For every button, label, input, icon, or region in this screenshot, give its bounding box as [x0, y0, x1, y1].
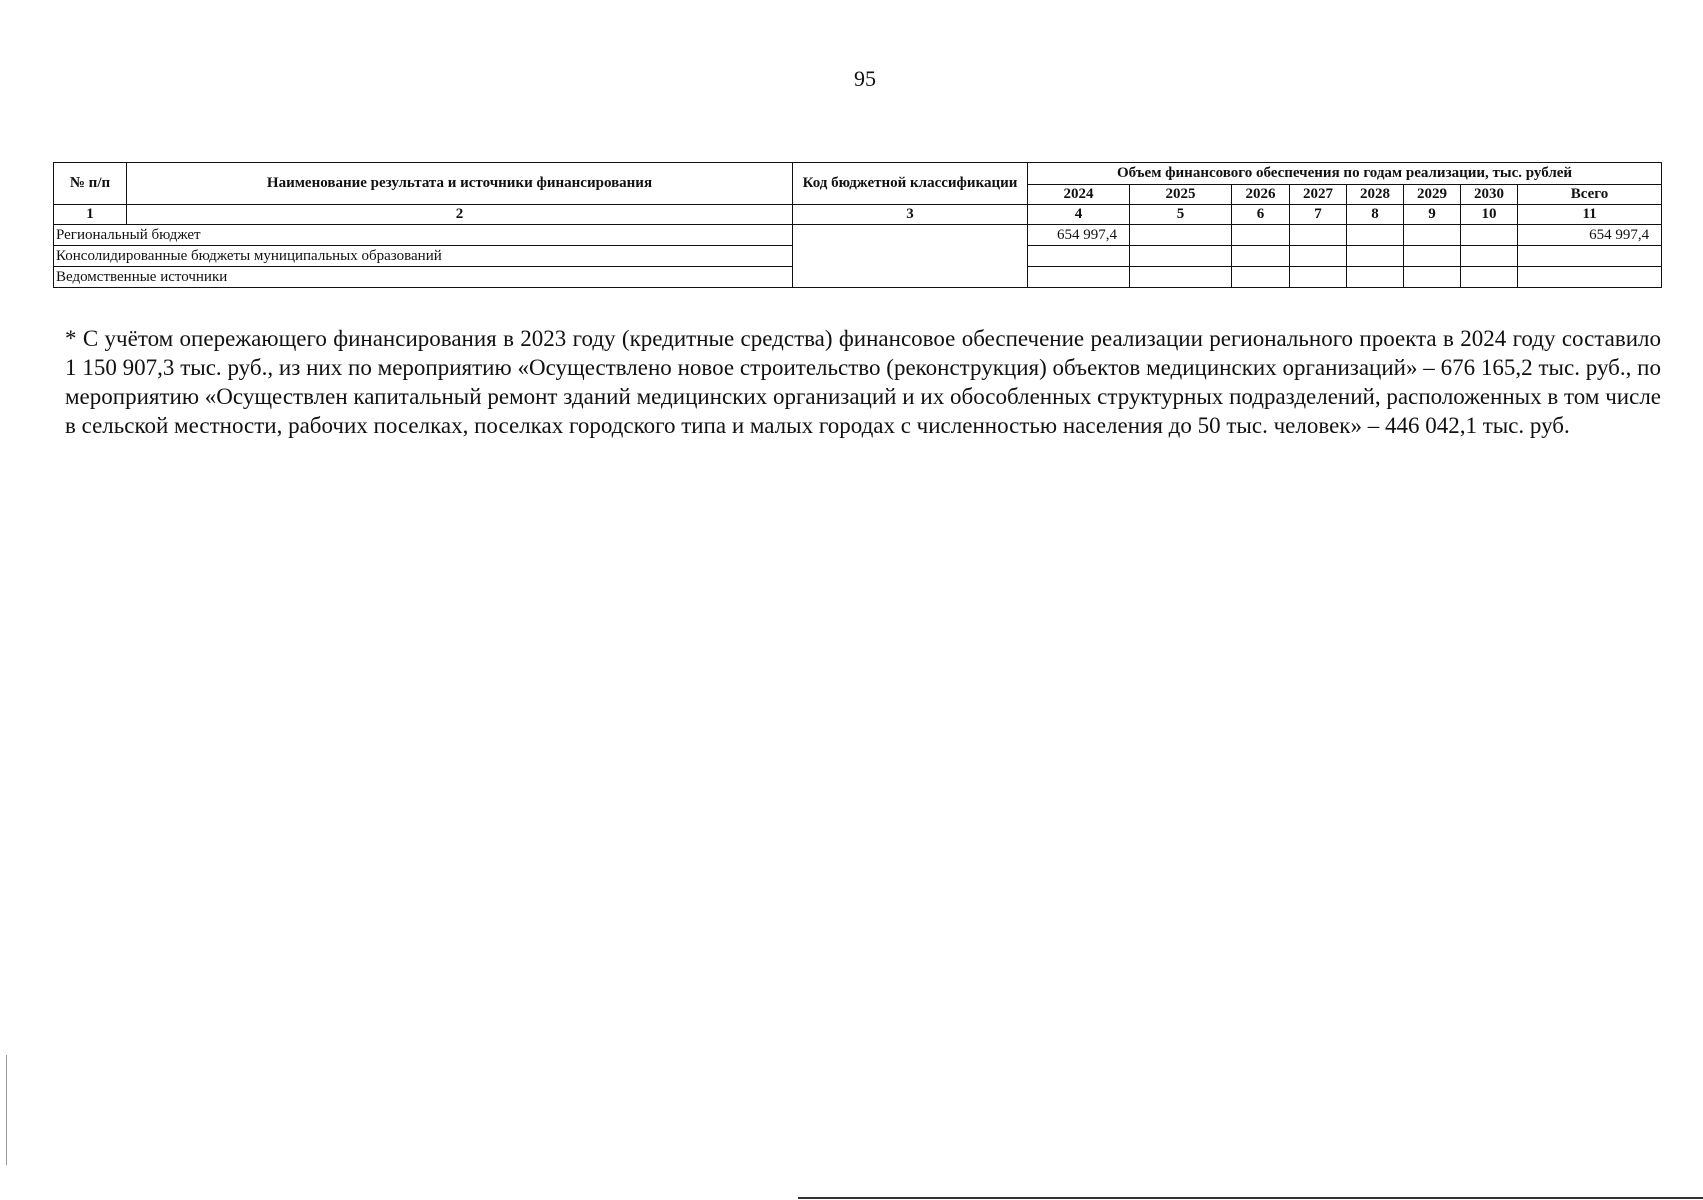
column-number: 6: [1232, 205, 1290, 225]
value-cell: [1518, 267, 1662, 288]
value-cell: [1232, 225, 1290, 246]
value-cell: [1347, 267, 1404, 288]
table-row: [54, 225, 1662, 246]
column-number: 9: [1404, 205, 1461, 225]
value-cell: [1028, 267, 1130, 288]
value-cell: [1232, 267, 1290, 288]
scan-margin-mark: [6, 1055, 7, 1165]
value-cell: 654 997,4: [1518, 225, 1662, 246]
column-number: 2: [127, 205, 793, 225]
footnote: * С учётом опережающего финансирования в 2023 году (кредитные средства) финансовое обеспечение реализации регионального проекта в 2024 году составило 1 150 907,3 тыс. руб., из них по мероприятию «Осуществлено новое строительство (реконструкция) объектов медицинских организаций» – 676 165,2 тыс. руб., по мероприятию «Осуществлен капитальный ремонт зданий медицинских организаций и их обособленных структурных подразделений, расположенных в том числе в сельской местности, рабочих поселках, поселках городского типа и малых городах с численностью населения до 50 тыс. человек» – 446 042,1 тыс. руб.: [65, 326, 1661, 438]
budget-code-cell: [793, 225, 1028, 288]
bottom-rule: [798, 1197, 1703, 1199]
column-number: 8: [1347, 205, 1404, 225]
header-number: № п/п: [54, 163, 127, 205]
value-cell: [1347, 246, 1404, 267]
header-year: 2028: [1347, 185, 1404, 205]
page-number: 95: [854, 66, 876, 91]
header-year: 2026: [1232, 185, 1290, 205]
column-number: 1: [54, 205, 127, 225]
value-cell: [1461, 225, 1518, 246]
value-cell: [1347, 225, 1404, 246]
column-number: 10: [1461, 205, 1518, 225]
table-header-row-1: [54, 163, 1662, 185]
row-label: Ведомственные источники: [54, 267, 793, 288]
header-year: 2024: [1028, 185, 1130, 205]
value-cell: [1130, 225, 1232, 246]
column-number: 7: [1290, 205, 1347, 225]
value-cell: [1232, 246, 1290, 267]
column-number-row: [54, 205, 1662, 225]
value-cell: [1518, 246, 1662, 267]
value-cell: [1290, 267, 1347, 288]
value-cell: [1028, 246, 1130, 267]
column-number: 4: [1028, 205, 1130, 225]
row-label: Региональный бюджет: [54, 225, 793, 246]
header-year: 2029: [1404, 185, 1461, 205]
header-name: Наименование результата и источники финансирования: [127, 163, 793, 205]
header-volume: Объем финансового обеспечения по годам реализации, тыс. рублей: [1028, 163, 1662, 185]
value-cell: [1290, 225, 1347, 246]
value-cell: [1404, 246, 1461, 267]
header-year: 2027: [1290, 185, 1347, 205]
column-number: 11: [1518, 205, 1662, 225]
value-cell: [1461, 246, 1518, 267]
header-year: 2025: [1130, 185, 1232, 205]
value-cell: [1404, 267, 1461, 288]
value-cell: [1404, 225, 1461, 246]
column-number: 5: [1130, 205, 1232, 225]
header-budget-code: Код бюджетной классификации: [793, 163, 1028, 205]
header-total: Всего: [1518, 185, 1662, 205]
value-cell: [1290, 246, 1347, 267]
value-cell: [1461, 267, 1518, 288]
value-cell: 654 997,4: [1028, 225, 1130, 246]
column-number: 3: [793, 205, 1028, 225]
row-label: Консолидированные бюджеты муниципальных образований: [54, 246, 793, 267]
value-cell: [1130, 267, 1232, 288]
financing-table: [53, 162, 1662, 288]
value-cell: [1130, 246, 1232, 267]
header-year: 2030: [1461, 185, 1518, 205]
